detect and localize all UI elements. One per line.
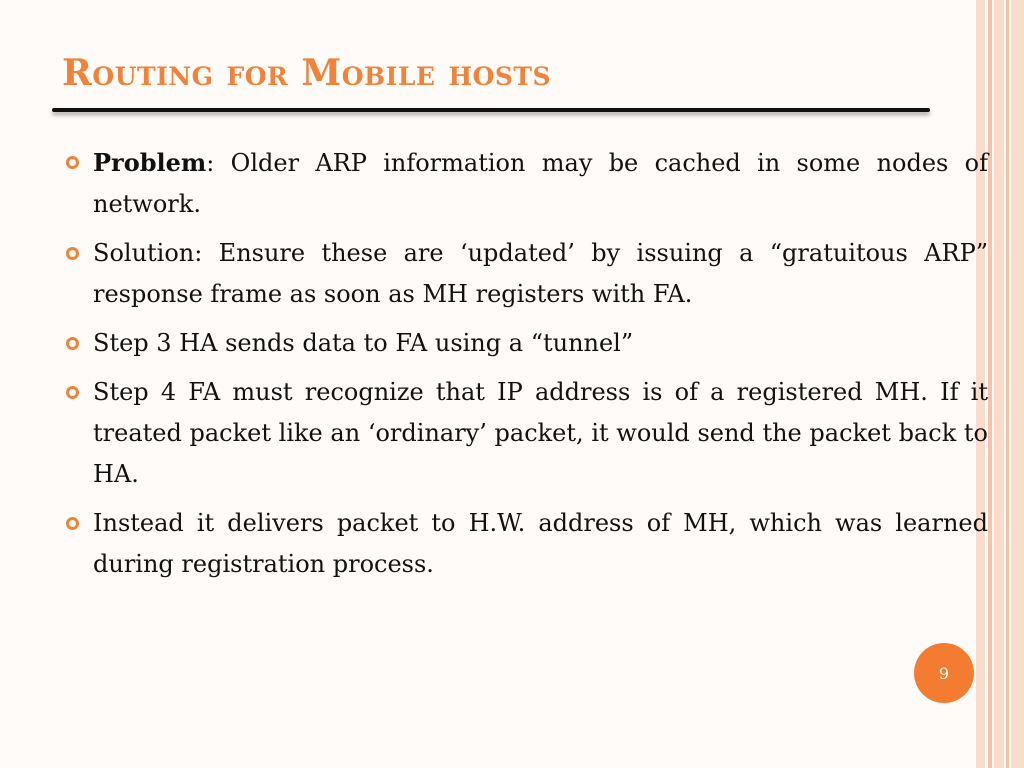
- title-divider: [52, 108, 930, 112]
- decor-stripe: [994, 0, 1004, 768]
- bullet-item: [66, 503, 988, 585]
- decor-stripe: [1006, 0, 1009, 768]
- decor-stripe: [1011, 0, 1024, 768]
- bullet-ring-icon: [66, 156, 79, 169]
- bullet-text: Step 4 FA must recognize that IP address is of a registered MH. If it treated packet like an ‘ordinary’ packet, it would send the packet back to HA.: [93, 378, 988, 488]
- bullet-text: Instead it delivers packet to H.W. address of MH, which was learned during registration process.: [93, 509, 988, 578]
- bullet-item: [66, 142, 988, 225]
- bullet-ring-icon: [66, 386, 79, 399]
- bullet-ring-icon: [66, 517, 79, 530]
- page-number-badge: [914, 643, 974, 703]
- slide-title: Routing for Mobile hosts: [62, 52, 552, 94]
- bullet-text: Solution: Ensure these are ‘updated’ by issuing a “gratuitous ARP” response frame as soon as MH registers with FA.: [93, 239, 988, 308]
- bullet-ring-icon: [66, 337, 79, 350]
- bullet-item: [66, 233, 988, 315]
- bullet-text: : Older ARP information may be cached in some nodes of network.: [93, 149, 988, 218]
- bullet-item: [66, 323, 988, 364]
- page-number: 9: [938, 663, 950, 683]
- bullet-list: [66, 142, 988, 593]
- bullet-ring-icon: [66, 247, 79, 260]
- bullet-text: Step 3 HA sends data to FA using a “tunnel”: [93, 329, 634, 357]
- bullet-item: [66, 372, 988, 495]
- decor-stripe: [988, 0, 992, 768]
- bullet-label: Problem: [93, 148, 207, 177]
